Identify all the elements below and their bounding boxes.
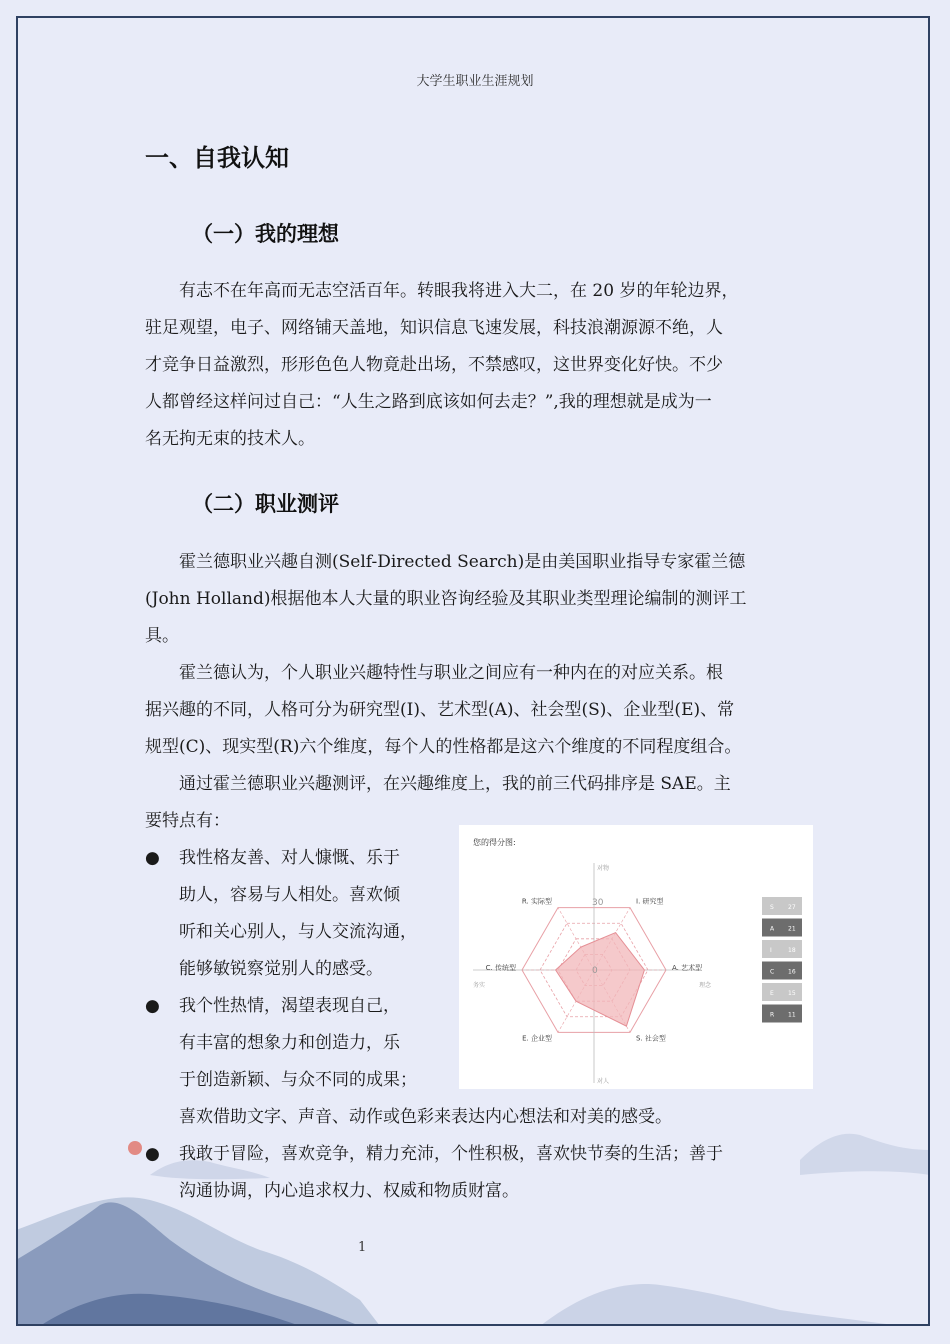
- ranking-score: 11: [788, 1011, 796, 1019]
- holland-theory-paragraph: [145, 655, 807, 766]
- bullet-line: 沟通协调，内心追求权力、权威和物质财富。: [179, 1181, 519, 1201]
- ranking-cell: [762, 897, 802, 915]
- bullet-line: 助人，容易与人相处。喜欢倾: [179, 885, 400, 905]
- holland-score-chart: [459, 825, 813, 1089]
- ranking-code: S: [770, 904, 774, 911]
- bullet-dot-icon: ●: [145, 848, 160, 868]
- ranking-cell: [762, 962, 802, 980]
- section-heading: 一、自我认知: [145, 144, 289, 172]
- radar-axis-label: E. 企业型: [522, 1034, 552, 1043]
- ranking-cell: [762, 1005, 802, 1023]
- paragraph-line: 要特点有：: [145, 811, 230, 831]
- ranking-code: E: [770, 990, 774, 997]
- radar-axis-label: R. 实际型: [521, 897, 552, 906]
- paragraph-line: 通过霍兰德职业兴趣测评，在兴趣维度上，我的前三代码排序是 SAE。主: [179, 774, 731, 794]
- radar-axis-label: S. 社会型: [636, 1034, 666, 1043]
- subsection-heading-ideal: （一）我的理想: [192, 222, 339, 246]
- paragraph-line: 霍兰德认为，个人职业兴趣特性与职业之间应有一种内在的对应关系。根: [179, 663, 723, 683]
- quadrant-label-bottom: 对人: [597, 1078, 610, 1085]
- ranking-score: 16: [788, 968, 796, 976]
- bullet-dot-icon: ●: [145, 1144, 160, 1164]
- bullet-line: 有丰富的想象力和创造力，乐: [179, 1033, 400, 1053]
- paragraph-line: (John Holland)根据他本人大量的职业咨询经验及其职业类型理论编制的测评工: [145, 589, 747, 609]
- quadrant-label-top: 对物: [597, 865, 610, 872]
- paragraph-line: 霍兰德职业兴趣自测(Self-Directed Search)是由美国职业指导专家霍兰德: [179, 552, 746, 572]
- ranking-code: R: [770, 1011, 775, 1019]
- ideal-paragraph: [145, 273, 807, 458]
- paragraph-line: 具。: [145, 626, 179, 646]
- ranking-score: 21: [788, 925, 796, 933]
- paragraph-line: 才竞争日益激烈，形形色色人物竟赴出场，不禁感叹，这世界变化好快。不少: [145, 355, 723, 375]
- bullet-line: 于创造新颖、与众不同的成果；: [179, 1070, 417, 1090]
- ranking-cell: [762, 940, 802, 958]
- bullet-line: 喜欢借助文字、声音、动作或色彩来表达内心想法和对美的感受。: [179, 1107, 672, 1127]
- paragraph-line: 名无拘无束的技术人。: [145, 429, 315, 449]
- page-number: 1: [358, 1240, 367, 1255]
- radar-axis-label: I. 研究型: [636, 897, 664, 906]
- radar-chart-svg: [459, 825, 813, 1089]
- bullet-dot-icon: ●: [145, 996, 160, 1016]
- ranking-code: A: [770, 925, 775, 933]
- ranking-cell: [762, 983, 802, 1001]
- paragraph-line: 人都曾经这样问过自己：“人生之路到底该如何去走？”,我的理想就是成为一: [145, 392, 712, 412]
- ranking-cell: [762, 919, 802, 937]
- quadrant-label-right: 理念: [699, 982, 712, 989]
- running-header: 大学生职业生涯规划: [416, 74, 534, 89]
- bullet-line: 听和关心别人，与人交流沟通，: [179, 922, 417, 942]
- radar-axis-label: C. 传统型: [485, 964, 516, 972]
- chart-title: 您的得分图:: [473, 838, 516, 847]
- ranking-code: C: [770, 968, 775, 976]
- bullet-line: 我敢于冒险，喜欢竞争，精力充沛，个性积极，喜欢快节奏的生活；善于: [179, 1144, 723, 1164]
- bullet-line: 我个性热情，渴望表现自己，: [179, 996, 400, 1016]
- bullet-line: 我性格友善、对人慷慨、乐于: [179, 848, 400, 868]
- subsection-heading-assessment: （二）职业测评: [192, 492, 339, 516]
- paragraph-line: 规型(C)、现实型(R)六个维度，每个人的性格都是这六个维度的不同程度组合。: [145, 737, 742, 757]
- ranking-score: 27: [788, 904, 796, 911]
- paragraph-line: 驻足观望，电子、网络铺天盖地，知识信息飞速发展，科技浪潮源源不绝，人: [145, 318, 723, 338]
- paragraph-line: 据兴趣的不同，人格可分为研究型(I)、艺术型(A)、社会型(S)、企业型(E)、常: [145, 700, 735, 720]
- axis-min-label: 0: [592, 966, 598, 976]
- quadrant-label-left: 务实: [473, 982, 486, 989]
- ranking-code: I: [770, 947, 772, 954]
- holland-intro-paragraph: [145, 544, 807, 655]
- ranking-score: 15: [788, 990, 796, 997]
- ranking-score: 18: [788, 947, 796, 954]
- radar-axis-label: A. 艺术型: [672, 964, 703, 972]
- axis-max-label: 30: [592, 898, 604, 908]
- paragraph-line: 有志不在年高而无志空活百年。转眼我将进入大二，在 20 岁的年轮边界，: [179, 281, 739, 301]
- bullet-line: 能够敏锐察觉别人的感受。: [179, 959, 383, 979]
- score-polygon: [556, 933, 645, 1027]
